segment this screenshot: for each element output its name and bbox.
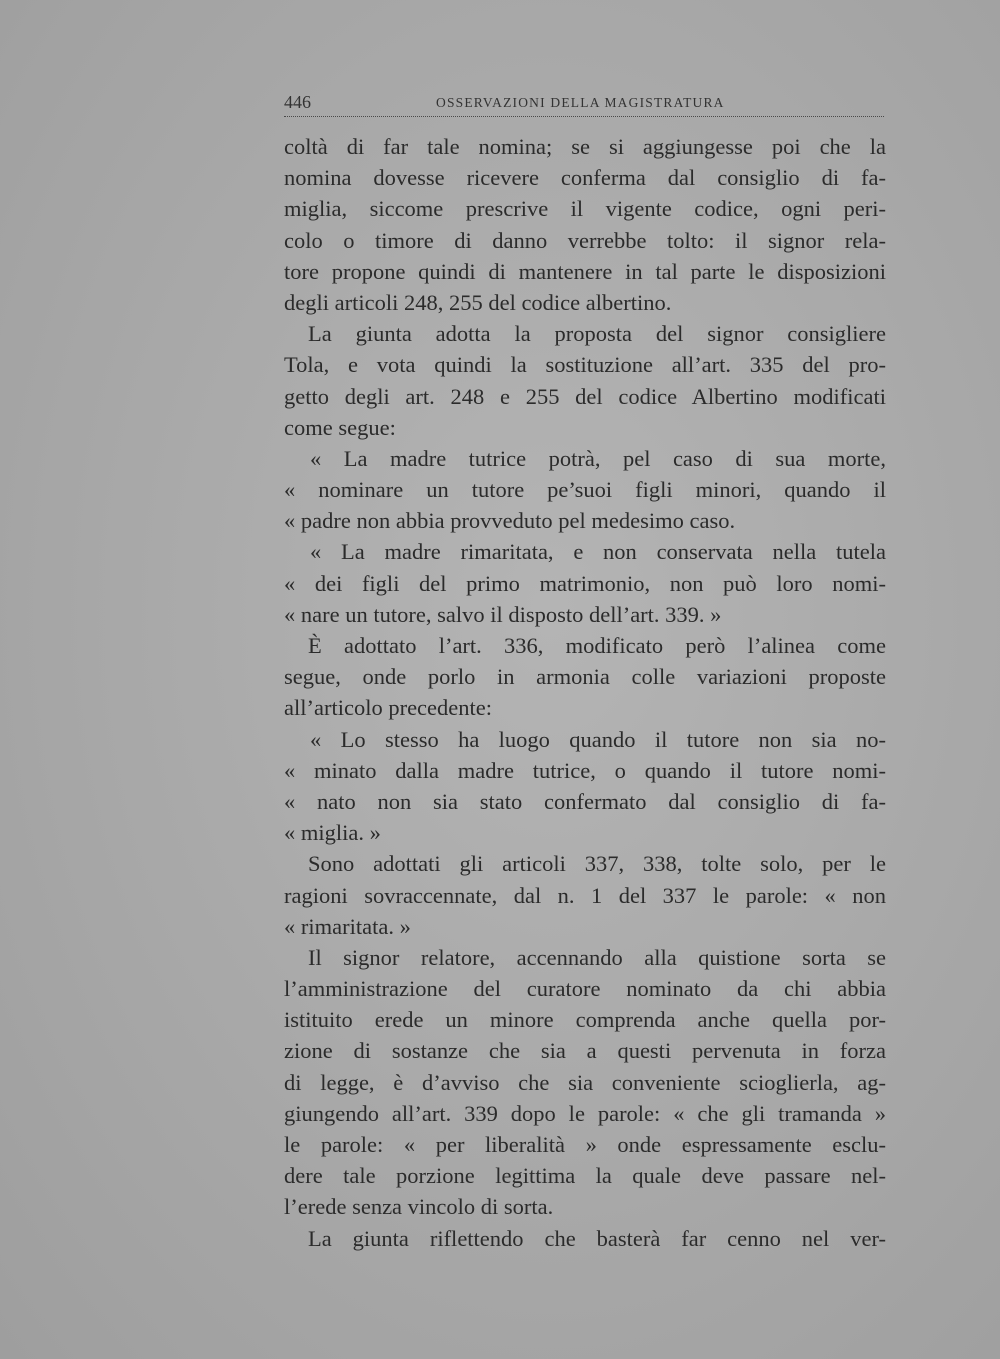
body-text [284,131,886,1254]
text-line: nomina dovesse ricevere conferma dal consiglio di fa- [284,165,886,191]
text-line: È adottato l’art. 336, modificato però l’alinea come [308,633,886,658]
quote-line: « nare un tutore, salvo il disposto dell’art. 339. » [284,601,722,627]
text-line: all’articolo precedente: [284,695,493,721]
quote-line: « nato non sia stato confermato dal consiglio di fa- [284,788,886,814]
text-line: di legge, è d’avviso che sia conveniente scioglierla, ag- [284,1069,886,1095]
quote-line: « nominare un tutore pe’suoi figli minori, quando il [284,477,886,503]
text-line: le parole: « per liberalità » onde espressamente esclu- [284,1132,886,1157]
text-line: coltà di far tale nomina; se si aggiungesse poi che la [284,134,886,159]
text-line: Il signor relatore, accennando alla quistione sorta se [308,944,886,970]
quote-line: « La madre rimaritata, e non conservata nella tutela [310,539,886,565]
quote-line: « La madre tutrice potrà, pel caso di sua morte, [310,445,886,471]
page-number: 446 [284,92,311,112]
text-line: giungendo all’art. 339 dopo le parole: « che gli tramanda » [284,1100,886,1126]
text-line: istituito erede un minore comprenda anche quella por- [284,1007,886,1033]
text-line: « rimaritata. » [284,913,411,939]
page-header [284,92,884,117]
text-line: l’amministrazione del curatore nominato da chi abbia [284,976,886,1002]
text-line: l’erede senza vincolo di sorta. [284,1194,554,1220]
quote-line: « miglia. » [284,820,381,846]
text-line: segue, onde porlo in armonia colle variazioni proposte [284,664,886,690]
quote-line: « padre non abbia provveduto pel medesimo caso. [284,508,736,534]
text-line: colo o timore di danno verrebbe tolto: il signor rela- [284,227,886,253]
text-line: Sono adottati gli articoli 337, 338, tolte solo, per le [308,851,886,877]
quote-line: « Lo stesso ha luogo quando il tutore non sia no- [310,726,886,752]
text-line: zione di sostanze che sia a questi pervenuta in forza [284,1038,886,1064]
text-line: come segue: [284,414,396,440]
text-line: tore propone quindi di mantenere in tal parte le disposizioni [284,258,886,284]
text-line: La giunta riflettendo che basterà far cenno nel ver- [308,1225,886,1251]
text-line: Tola, e vota quindi la sostituzione all’art. 335 del pro- [284,352,886,378]
text-line: La giunta adotta la proposta del signor consigliere [308,321,886,347]
text-line: degli articoli 248, 255 del codice albertino. [284,289,672,315]
text-line: miglia, siccome prescrive il vigente codice, ogni peri- [284,196,886,222]
quote-line: « dei figli del primo matrimonio, non può loro nomi- [284,570,886,596]
text-line: getto degli art. 248 e 255 del codice Albertino modificati [284,383,886,409]
running-title: OSSERVAZIONI DELLA MAGISTRATURA [436,95,725,110]
quote-line: « minato dalla madre tutrice, o quando il tutore nomi- [284,757,886,783]
text-line: dere tale porzione legittima la quale deve passare nel- [284,1163,886,1189]
text-line: ragioni sovraccennate, dal n. 1 del 337 le parole: « non [284,882,886,908]
